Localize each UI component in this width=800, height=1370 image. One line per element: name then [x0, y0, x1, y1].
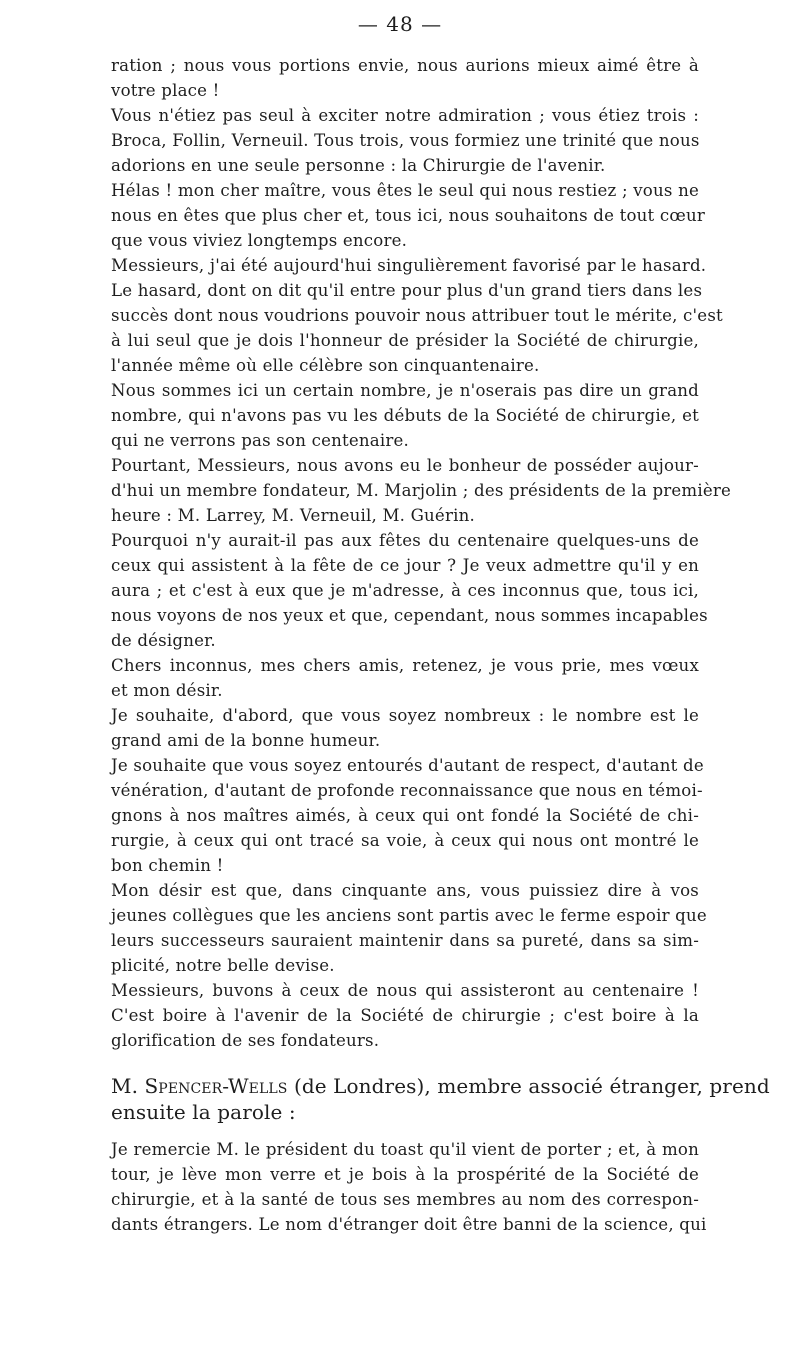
speaker-line-1: [111, 1073, 770, 1099]
paragraph: [111, 378, 699, 453]
text-line: ceux qui assistent à la fête de ce jour ? Je veux admettre qu'il y en: [111, 556, 699, 575]
text-line: vénération, d'autant de profonde reconnaissance que nous en témoi-: [111, 781, 703, 800]
text-line: Je souhaite que vous soyez entourés d'autant de respect, d'autant de: [111, 756, 704, 775]
text-line: Mon désir est que, dans cinquante ans, vous puissiez dire à vos: [111, 881, 699, 900]
text-line: Pourquoi n'y aurait-il pas aux fêtes du centenaire quelques-uns de: [111, 531, 699, 550]
text-line: qui ne verrons pas son centenaire.: [111, 431, 409, 450]
text-line: C'est boire à l'avenir de la Société de chirurgie ; c'est boire à la: [111, 1006, 699, 1025]
text-line: jeunes collègues que les anciens sont partis avec le ferme espoir que: [111, 906, 707, 925]
text-line: adorions en une seule personne : la Chirurgie de l'avenir.: [111, 156, 606, 175]
text-line: Vous n'étiez pas seul à exciter notre admiration ; vous étiez trois :: [111, 106, 699, 125]
text-line: Messieurs, buvons à ceux de nous qui assisteront au centenaire !: [111, 981, 699, 1000]
paragraph: [111, 528, 708, 653]
speaker-line-2: ensuite la parole :: [111, 1100, 296, 1124]
text-line: leurs successeurs sauraient maintenir dans sa pureté, dans sa sim-: [111, 931, 699, 950]
text-line: bon chemin !: [111, 856, 224, 875]
text-line: plicité, notre belle devise.: [111, 956, 335, 975]
speaker-prefix: M.: [111, 1074, 145, 1098]
text-line: Hélas ! mon cher maître, vous êtes le seul qui nous restiez ; vous ne: [111, 181, 699, 200]
text-line: Je remercie M. le président du toast qu'il vient de porter ; et, à mon: [111, 1140, 699, 1159]
text-line: heure : M. Larrey, M. Verneuil, M. Guérin.: [111, 506, 475, 525]
text-line: Le hasard, dont on dit qu'il entre pour plus d'un grand tiers dans les: [111, 281, 703, 300]
text-line: chirurgie, et à la santé de tous ses membres au nom des correspon-: [111, 1190, 699, 1209]
text-line: de désigner.: [111, 631, 216, 650]
text-line: rurgie, à ceux qui ont tracé sa voie, à ceux qui nous ont montré le: [111, 831, 699, 850]
text-line: et mon désir.: [111, 681, 223, 700]
text-line: ration ; nous vous portions envie, nous aurions mieux aimé être à: [111, 56, 699, 75]
text-line: nous voyons de nos yeux et que, cependant, nous sommes incapables: [111, 606, 708, 625]
text-line: aura ; et c'est à eux que je m'adresse, à ces inconnus que, tous ici,: [111, 581, 699, 600]
paragraph-list: [111, 53, 732, 1053]
text-line: gnons à nos maîtres aimés, à ceux qui ont fondé la Société de chi-: [111, 806, 699, 825]
text-line: Broca, Follin, Verneuil. Tous trois, vous formiez une trinité que nous: [111, 131, 700, 150]
text-line: Pourtant, Messieurs, nous avons eu le bonheur de posséder aujour-: [111, 456, 699, 475]
text-line: votre place !: [111, 81, 220, 100]
text-line: Je souhaite, d'abord, que vous soyez nombreux : le nombre est le: [111, 706, 699, 725]
paragraph: [111, 178, 705, 253]
text-line: succès dont nous voudrions pouvoir nous attribuer tout le mérite, c'est: [111, 306, 723, 325]
text-line: glorification de ses fondateurs.: [111, 1031, 380, 1050]
paragraph: [111, 978, 699, 1053]
text-line: dants étrangers. Le nom d'étranger doit être banni de la science, qui: [111, 1215, 707, 1234]
text-line: Nous sommes ici un certain nombre, je n'oserais pas dire un grand: [111, 381, 699, 400]
text-line: nombre, qui n'avons pas vu les débuts de la Société de chirurgie, et: [111, 406, 699, 425]
speaker-name: Spencer-Wells: [144, 1074, 288, 1098]
text-line: grand ami de la bonne humeur.: [111, 731, 381, 750]
paragraph: [111, 53, 699, 103]
text-line: nous en êtes que plus cher et, tous ici, nous souhaitons de tout cœur: [111, 206, 705, 225]
paragraph: [111, 753, 704, 878]
speaker-line-1-rest: (de Londres), membre associé étranger, prend: [287, 1074, 770, 1098]
speaker-announcement: [111, 1073, 770, 1125]
paragraph: [111, 653, 699, 703]
text-line: tour, je lève mon verre et je bois à la prospérité de la Société de: [111, 1165, 699, 1184]
paragraph: [111, 878, 707, 978]
page-number: — 48 —: [357, 12, 443, 36]
spacer: [111, 1125, 699, 1137]
paragraph: [111, 703, 699, 753]
text-line: l'année même où elle célèbre son cinquantenaire.: [111, 356, 540, 375]
paragraph: [111, 103, 699, 178]
body-text: [111, 53, 770, 1237]
text-line: d'hui un membre fondateur, M. Marjolin ; des présidents de la première: [111, 481, 732, 500]
text-line: que vous viviez longtemps encore.: [111, 231, 408, 250]
text-line: Chers inconnus, mes chers amis, retenez, je vous prie, mes vœux: [111, 656, 699, 675]
text-line: Messieurs, j'ai été aujourd'hui singulièrement favorisé par le hasard.: [111, 256, 707, 275]
paragraph: [111, 253, 723, 378]
closing-paragraph: [111, 1137, 707, 1237]
text-line: à lui seul que je dois l'honneur de présider la Société de chirurgie,: [111, 331, 699, 350]
paragraph: [111, 453, 732, 528]
